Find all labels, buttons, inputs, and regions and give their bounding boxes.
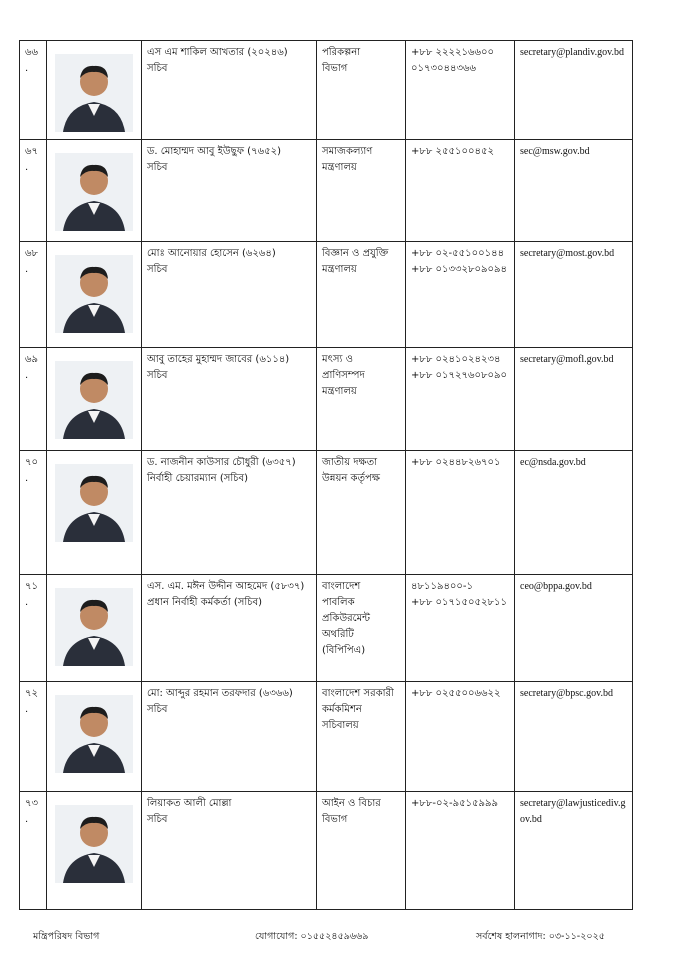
portrait-photo — [55, 153, 133, 231]
office-cell — [317, 140, 406, 242]
phone-number: +৮৮ ০১৭১৫০৫২৮১১ — [411, 597, 507, 608]
office-line: মন্ত্রণালয় — [322, 264, 357, 275]
official-name: ড. মোহাম্মদ আবু ইউছুফ (৭৬৫২) — [147, 146, 281, 157]
email-cell — [515, 682, 633, 792]
office-line: প্রাণিসম্পদ — [322, 370, 365, 381]
email-address: secretary@plandiv.gov.bd — [520, 47, 624, 58]
email-address: secretary@lawjusticediv.gov.bd — [520, 798, 626, 825]
portrait-photo — [55, 255, 133, 333]
office-line: কর্মকমিশন — [322, 704, 362, 715]
phone-cell — [406, 140, 515, 242]
phone-number: +৮৮-০২-৯৫১৫৯৯৯ — [411, 798, 498, 809]
official-name: এস এম শাকিল আখতার (২০২৪৬) — [147, 47, 288, 58]
phone-cell — [406, 682, 515, 792]
office-line: বিভাগ — [322, 63, 348, 74]
office-cell — [317, 792, 406, 910]
table-row — [20, 41, 633, 140]
office-line: মন্ত্রণালয় — [322, 162, 357, 173]
designation: প্রধান নির্বাহী কর্মকর্তা (সচিব) — [147, 597, 263, 608]
phone-number: +৮৮ ০২৫৫০০৬৬২২ — [411, 688, 501, 699]
office-line: সচিবালয় — [322, 720, 359, 731]
table-row — [20, 792, 633, 910]
office-line: জাতীয় দক্ষতা — [322, 457, 378, 468]
phone-cell — [406, 451, 515, 575]
email-address: secretary@bpsc.gov.bd — [520, 688, 613, 699]
name-cell — [142, 140, 317, 242]
serial-number: ৬৬. — [20, 41, 47, 140]
designation: সচিব — [147, 63, 168, 74]
name-cell — [142, 682, 317, 792]
email-cell — [515, 140, 633, 242]
serial-number: ৬৭. — [20, 140, 47, 242]
office-line: প্রকিউরমেন্ট — [322, 613, 371, 624]
photo-cell — [47, 451, 142, 575]
designation: নির্বাহী চেয়ারম্যান (সচিব) — [147, 473, 249, 484]
official-name: মো: আব্দুর রহমান তরফদার (৬৩৬৬) — [147, 688, 293, 699]
name-cell — [142, 348, 317, 451]
name-cell — [142, 451, 317, 575]
photo-cell — [47, 682, 142, 792]
serial-number: ৬৯. — [20, 348, 47, 451]
designation: সচিব — [147, 162, 168, 173]
table-row — [20, 140, 633, 242]
table-row — [20, 348, 633, 451]
portrait-photo — [55, 588, 133, 666]
office-line: পরিকল্পনা — [322, 47, 361, 58]
official-name: এস. এম. মঈন উদ্দীন আহমেদ (৫৮৩৭) — [147, 581, 305, 592]
serial-number: ৭২. — [20, 682, 47, 792]
email-address: sec@msw.gov.bd — [520, 146, 590, 157]
name-cell — [142, 575, 317, 682]
footer-last-updated: সর্বশেষ হালনাগাদ: ০৩-১১-২০২৫ — [476, 931, 605, 942]
table-row — [20, 451, 633, 575]
phone-number: +৮৮ ০১৭২৭৬০৮০৯০ — [411, 370, 508, 381]
portrait-photo — [55, 464, 133, 542]
photo-cell — [47, 348, 142, 451]
email-cell — [515, 575, 633, 682]
designation: সচিব — [147, 704, 168, 715]
footer-division: মন্ত্রিপরিষদ বিভাগ — [33, 931, 100, 942]
official-name: আবু তাহের মুহাম্মদ জাবের (৬১১৪) — [147, 354, 290, 365]
serial-number: ৭০. — [20, 451, 47, 575]
official-name: ড. নাজনীন কাউসার চৌধুরী (৬৩৫৭) — [147, 457, 296, 468]
office-line: বিভাগ — [322, 814, 348, 825]
serial-number: ৭৩. — [20, 792, 47, 910]
name-cell — [142, 242, 317, 348]
page-footer — [0, 930, 679, 946]
designation: সচিব — [147, 264, 168, 275]
phone-number: +৮৮ ২২২২১৬৬০০ — [411, 47, 495, 58]
portrait-photo — [55, 54, 133, 132]
table-row — [20, 242, 633, 348]
phone-cell — [406, 792, 515, 910]
office-line: সমাজকল্যাণ — [322, 146, 373, 157]
phone-cell — [406, 575, 515, 682]
email-address: ceo@bppa.gov.bd — [520, 581, 592, 592]
office-line: পাবলিক — [322, 597, 355, 608]
office-cell — [317, 451, 406, 575]
photo-cell — [47, 140, 142, 242]
phone-number: +৮৮ ০১৩৩২৮০৯০৯৪ — [411, 264, 507, 275]
photo-cell — [47, 41, 142, 140]
phone-cell — [406, 348, 515, 451]
secretaries-directory-table — [19, 40, 633, 910]
office-line: আইন ও বিচার — [322, 798, 381, 809]
phone-number: ৪৮১১৯৪০০-১ — [411, 581, 474, 592]
name-cell — [142, 792, 317, 910]
phone-number: +৮৮ ০২-৫৫১০০১৪৪ — [411, 248, 505, 259]
email-cell — [515, 242, 633, 348]
office-cell — [317, 682, 406, 792]
office-line: বাংলাদেশ — [322, 581, 361, 592]
serial-number: ৬৮. — [20, 242, 47, 348]
portrait-photo — [55, 361, 133, 439]
office-line: অথরিটি — [322, 629, 354, 640]
office-line: মৎস্য ও — [322, 354, 353, 365]
designation: সচিব — [147, 814, 168, 825]
footer-contact: যোগাযোগ: ০১৫৫২৪৫৯৬৬৯ — [255, 931, 369, 942]
phone-number: ০১৭৩০৪৪৩৬৬ — [411, 63, 476, 74]
office-line: উন্নয়ন কর্তৃপক্ষ — [322, 473, 380, 484]
photo-cell — [47, 575, 142, 682]
office-cell — [317, 41, 406, 140]
phone-cell — [406, 41, 515, 140]
email-cell — [515, 451, 633, 575]
office-cell — [317, 242, 406, 348]
office-cell — [317, 575, 406, 682]
office-line: মন্ত্রণালয় — [322, 386, 357, 397]
portrait-photo — [55, 805, 133, 883]
email-cell — [515, 41, 633, 140]
portrait-photo — [55, 695, 133, 773]
email-address: secretary@mofl.gov.bd — [520, 354, 614, 365]
table-row — [20, 682, 633, 792]
office-cell — [317, 348, 406, 451]
photo-cell — [47, 792, 142, 910]
official-name: মোঃ আনোয়ার হোসেন (৬২৬৪) — [147, 248, 276, 259]
name-cell — [142, 41, 317, 140]
email-cell — [515, 792, 633, 910]
serial-number: ৭১. — [20, 575, 47, 682]
official-name: লিয়াকত আলী মোল্লা — [147, 798, 232, 809]
office-line: বিজ্ঞান ও প্রযুক্তি — [322, 248, 389, 259]
email-cell — [515, 348, 633, 451]
office-line: বাংলাদেশ সরকারী — [322, 688, 394, 699]
phone-cell — [406, 242, 515, 348]
phone-number: +৮৮ ০২৪৪৮২৬৭০১ — [411, 457, 501, 468]
photo-cell — [47, 242, 142, 348]
email-address: ec@nsda.gov.bd — [520, 457, 586, 468]
designation: সচিব — [147, 370, 168, 381]
email-address: secretary@most.gov.bd — [520, 248, 615, 259]
phone-number: +৮৮ ০২৪১০২৪২৩৪ — [411, 354, 501, 365]
office-line: (বিপিপিএ) — [322, 645, 366, 656]
table-row — [20, 575, 633, 682]
phone-number: +৮৮ ২৫৫১০০৪৫২ — [411, 146, 494, 157]
